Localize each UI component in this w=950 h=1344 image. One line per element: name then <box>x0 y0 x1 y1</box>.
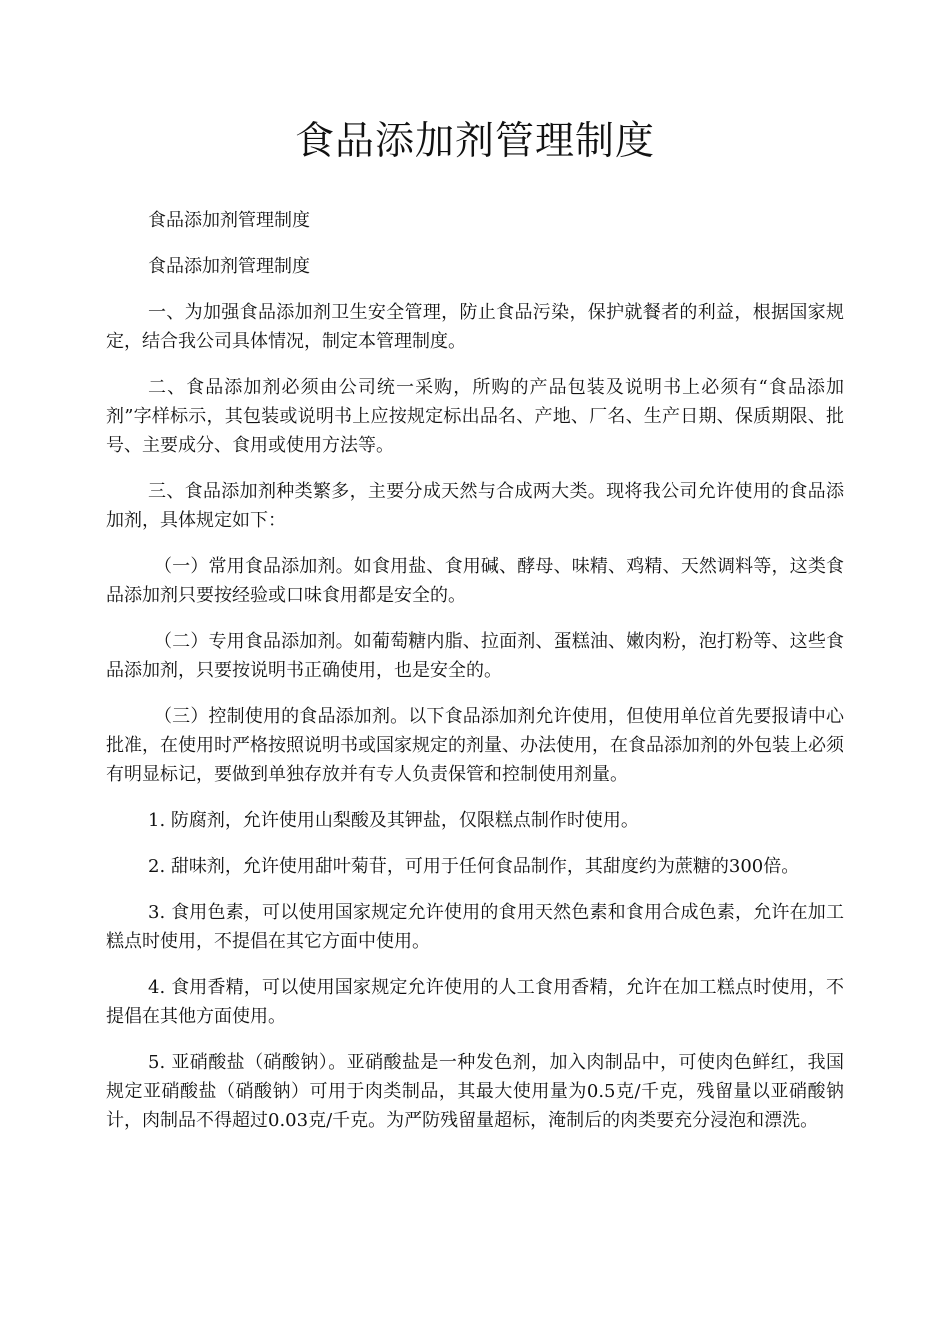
paragraph-item-preservative: 1. 防腐剂，允许使用山梨酸及其钾盐，仅限糕点制作时使用。 <box>148 810 639 831</box>
paragraph-controlled-additives: （三）控制使用的食品添加剂。以下食品添加剂允许使用，但使用单位首先要报请中心批准，在使用时严格按照说明书或国家规定的剂量、办法使用，在食品添加剂的外包装上必须有明显标记，要做到单独存放并有专人负责保管和控制使用剂量。 <box>106 706 844 785</box>
page-title: 食品添加剂管理制度 <box>294 119 655 164</box>
paragraph-section-2: 二、食品添加剂必须由公司统一采购，所购的产品包装及说明书上必须有“食品添加剂”字样标示，其包装或说明书上应按规定标出品名、产地、厂名、生产日期、保质期限、批号、主要成分、食用或使用方法等。 <box>106 377 844 456</box>
paragraph-special-additives: （二）专用食品添加剂。如葡萄糖内脂、拉面剂、蛋糕油、嫩肉粉，泡打粉等、这些食品添加剂，只要按说明书正确使用，也是安全的。 <box>106 631 844 681</box>
document-body <box>106 206 844 1152</box>
paragraph-item-nitrite: 5. 亚硝酸盐（硝酸钠）。亚硝酸盐是一种发色剂，加入肉制品中，可使肉色鲜红，我国规定亚硝酸盐（硝酸钠）可用于肉类制品，其最大使用量为0.5克/千克，残留量以亚硝酸钠计，肉制品不得超过0.03克/千克。为严防残留量超标，淹制后的肉类要充分浸泡和漂洗。 <box>106 1052 844 1131</box>
paragraph-item-colorant: 3. 食用色素，可以使用国家规定允许使用的食用天然色素和食用合成色素，允许在加工糕点时使用，不提倡在其它方面中使用。 <box>106 902 844 952</box>
paragraph-heading-repeat-1: 食品添加剂管理制度 <box>148 210 310 231</box>
paragraph-section-1: 一、为加强食品添加剂卫生安全管理，防止食品污染，保护就餐者的利益，根据国家规定，结合我公司具体情况，制定本管理制度。 <box>106 302 844 352</box>
paragraph-common-additives: （一）常用食品添加剂。如食用盐、食用碱、酵母、味精、鸡精、天然调料等，这类食品添加剂只要按经验或口味食用都是安全的。 <box>106 556 844 606</box>
paragraph-section-3: 三、食品添加剂种类繁多，主要分成天然与合成两大类。现将我公司允许使用的食品添加剂，具体规定如下： <box>106 481 844 531</box>
paragraph-heading-repeat-2: 食品添加剂管理制度 <box>148 256 310 277</box>
paragraph-item-flavoring: 4. 食用香精，可以使用国家规定允许使用的人工食用香精，允许在加工糕点时使用，不提倡在其他方面使用。 <box>106 977 844 1027</box>
paragraph-item-sweetener: 2. 甜味剂，允许使用甜叶菊苷，可用于任何食品制作，其甜度约为蔗糖的300倍。 <box>148 856 800 877</box>
